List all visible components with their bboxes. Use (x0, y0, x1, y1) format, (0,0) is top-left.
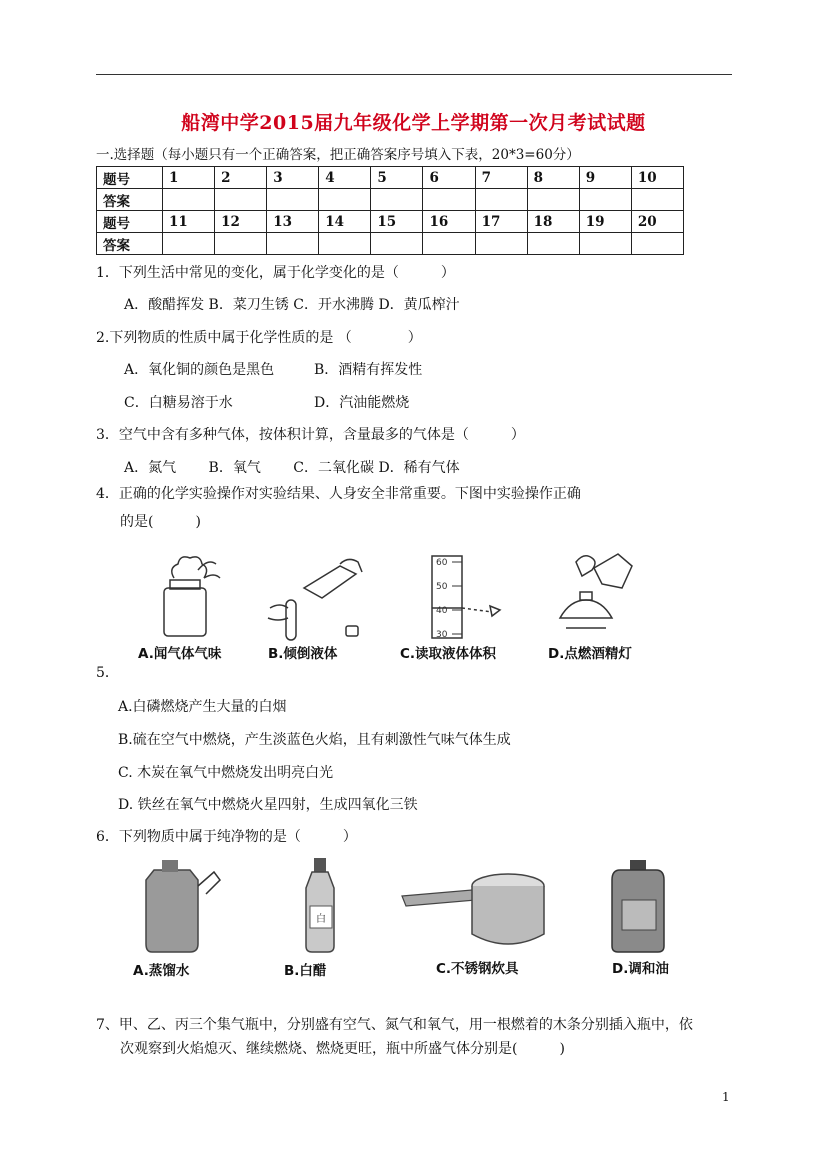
section-heading: 一.选择题（每小题只有一个正确答案，把正确答案序号填入下表，20*3=60分） (96, 147, 580, 163)
answer-cell[interactable] (163, 189, 215, 211)
answer-cell[interactable] (319, 233, 371, 255)
row-label: 答案 (97, 189, 163, 211)
graduated-cylinder-icon (432, 556, 500, 638)
table-cell: 9 (579, 167, 631, 189)
answer-cell[interactable] (319, 189, 371, 211)
fig-caption-c: C.读取液体体积 (400, 646, 497, 662)
page-number: 1 (722, 1090, 730, 1104)
q2-stem: 2.下列物质的性质中属于化学性质的是 （ ） (96, 330, 422, 346)
oil-bottle-icon (612, 860, 664, 952)
substances-figure (140, 856, 710, 956)
q3-options: A．氮气 B．氧气 C．二氧化碳 D．稀有气体 (124, 460, 460, 476)
answer-cell[interactable] (215, 233, 267, 255)
q5-option-a: A.白磷燃烧产生大量的白烟 (118, 699, 287, 715)
q2-option-a: A．氧化铜的颜色是黑色 (124, 362, 275, 378)
alcohol-lamp-icon (560, 554, 632, 628)
q2-option-d: D．汽油能燃烧 (314, 395, 410, 411)
fig-caption-b: B.白醋 (284, 963, 327, 979)
q7-stem-cont: 次观察到火焰熄灭、继续燃烧、燃烧更旺，瓶中所盛气体分别是( ) (120, 1041, 565, 1057)
q2-option-c: C．白糖易溶于水 (124, 395, 233, 411)
table-cell: 19 (579, 211, 631, 233)
table-cell: 11 (163, 211, 215, 233)
fig-caption-a: A.蒸馏水 (133, 963, 190, 979)
cylinder-tick-label: 60 (436, 558, 448, 568)
page-title: 船湾中学2015届九年级化学上学期第一次月考试试题 (181, 112, 646, 134)
row-label: 题号 (97, 211, 163, 233)
answer-cell[interactable] (527, 189, 579, 211)
answer-cell[interactable] (631, 233, 683, 255)
table-cell: 8 (527, 167, 579, 189)
q5-option-b: B.硫在空气中燃烧，产生淡蓝色火焰，且有刺激性气味气体生成 (118, 732, 511, 748)
table-cell: 12 (215, 211, 267, 233)
row-label: 答案 (97, 233, 163, 255)
answer-cell[interactable] (423, 233, 475, 255)
table-cell: 10 (631, 167, 683, 189)
cylinder-tick-label: 50 (436, 582, 448, 592)
fig-caption-c: C.不锈钢炊具 (436, 961, 519, 977)
table-row (97, 211, 684, 233)
answer-cell[interactable] (527, 233, 579, 255)
answer-cell[interactable] (579, 189, 631, 211)
table-row (97, 167, 684, 189)
answer-cell[interactable] (475, 233, 527, 255)
q5-option-d: D. 铁丝在氧气中燃烧火星四射，生成四氧化三铁 (118, 797, 418, 813)
water-bag-icon (146, 860, 220, 952)
fig-caption-d: D.点燃酒精灯 (548, 646, 632, 662)
answer-cell[interactable] (215, 189, 267, 211)
fig-caption-a: A.闻气体气味 (138, 646, 222, 662)
cylinder-tick-label: 40 (436, 606, 448, 616)
answer-cell[interactable] (371, 189, 423, 211)
answer-cell[interactable] (579, 233, 631, 255)
table-cell: 18 (527, 211, 579, 233)
cylinder-tick-label: 30 (436, 630, 448, 640)
table-cell: 14 (319, 211, 371, 233)
table-cell: 3 (267, 167, 319, 189)
q1-stem: 1．下列生活中常见的变化，属于化学变化的是（ ） (96, 265, 455, 281)
q5-number: 5． (96, 665, 119, 681)
smell-gas-icon (164, 557, 220, 636)
header-rule (96, 74, 732, 75)
bottle-label-text: 白 (316, 914, 326, 925)
answer-cell[interactable] (423, 189, 475, 211)
q3-stem: 3．空气中含有多种气体，按体积计算，含量最多的气体是（ ） (96, 427, 525, 443)
table-cell: 4 (319, 167, 371, 189)
answer-cell[interactable] (631, 189, 683, 211)
q4-stem-cont: 的是( ) (120, 514, 201, 530)
table-cell: 13 (267, 211, 319, 233)
q5-option-c: C. 木炭在氧气中燃烧发出明亮白光 (118, 765, 334, 781)
table-cell: 6 (423, 167, 475, 189)
table-cell: 1 (163, 167, 215, 189)
row-label: 题号 (97, 167, 163, 189)
table-cell: 2 (215, 167, 267, 189)
pour-liquid-icon (268, 559, 362, 640)
table-cell: 16 (423, 211, 475, 233)
q1-options: A．酸醋挥发 B．菜刀生锈 C．开水沸腾 D．黄瓜榨汁 (124, 297, 460, 313)
table-cell: 5 (371, 167, 423, 189)
table-row (97, 189, 684, 211)
vinegar-bottle-icon (306, 858, 334, 952)
table-row (97, 233, 684, 255)
answer-cell[interactable] (475, 189, 527, 211)
lab-operations-figure (134, 548, 694, 644)
q7-stem: 7、甲、乙、丙三个集气瓶中，分别盛有空气、氮气和氧气，用一根燃着的木条分别插入瓶中，依 (96, 1017, 693, 1033)
fig-caption-d: D.调和油 (612, 961, 669, 977)
table-cell: 17 (475, 211, 527, 233)
steel-pot-icon (402, 874, 544, 944)
q2-option-b: B．酒精有挥发性 (314, 362, 423, 378)
q6-stem: 6．下列物质中属于纯净物的是（ ） (96, 829, 357, 845)
answer-cell[interactable] (267, 233, 319, 255)
table-cell: 7 (475, 167, 527, 189)
answer-cell[interactable] (163, 233, 215, 255)
q4-stem: 4．正确的化学实验操作对实验结果、人身安全非常重要。下图中实验操作正确 (96, 486, 581, 502)
table-cell: 20 (631, 211, 683, 233)
table-cell: 15 (371, 211, 423, 233)
answer-cell[interactable] (267, 189, 319, 211)
answer-cell[interactable] (371, 233, 423, 255)
answer-table (96, 166, 684, 255)
fig-caption-b: B.倾倒液体 (268, 646, 338, 662)
